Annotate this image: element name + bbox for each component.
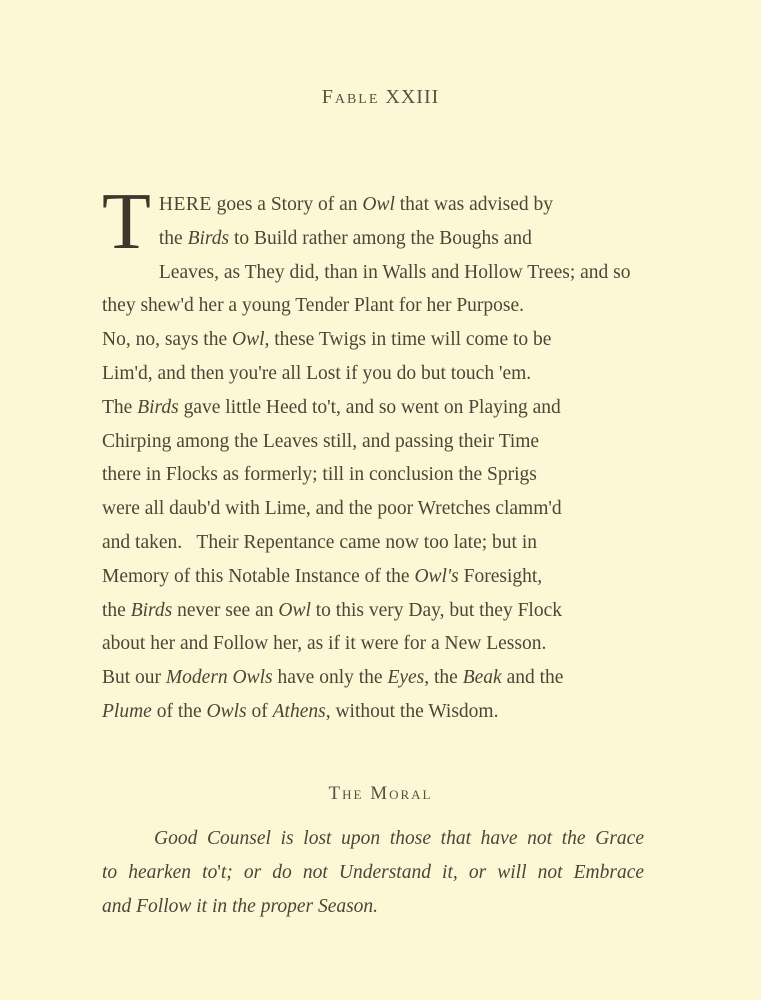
text-run: never see an (172, 599, 279, 621)
body-line: Chirping among the Leaves still, and passing their Time (102, 430, 540, 452)
body-line (102, 695, 644, 729)
fable-label: Fable (321, 86, 380, 108)
text-run: The (102, 396, 138, 418)
body-line (102, 661, 644, 695)
body-line (102, 391, 644, 425)
text-run: to Build rather among the Boughs and (229, 227, 532, 249)
italic-word: Owl (232, 329, 265, 351)
moral-line: and Follow it in the proper Season. (102, 896, 379, 917)
italic-word: Beak (462, 667, 502, 689)
italic-word: Plume (102, 700, 152, 722)
drop-cap: T (102, 178, 151, 266)
text-run: of (246, 700, 273, 722)
text-run: the (102, 599, 131, 621)
body-line: Lim'd, and then you're all Lost if you do but touch 'em. (102, 362, 532, 384)
text-run: to this very Day, but they Flock (310, 599, 562, 621)
moral-line: Good Counsel is lost upon those that have not the Grace (154, 828, 644, 849)
moral-heading: The Moral (328, 783, 433, 804)
italic-word: Birds (137, 396, 179, 418)
italic-word: Eyes (387, 667, 425, 689)
body-line (102, 323, 644, 357)
apostrophe: ' (217, 862, 221, 883)
text-run: , without the Wisdom. (325, 700, 499, 722)
text-run: t; or do not Understand it, or will not Embrace (220, 862, 645, 883)
text-run: gave little Heed to't, and so went on Playing and (178, 396, 561, 418)
italic-word: Owl (278, 599, 311, 621)
text-run: of the (151, 700, 207, 722)
body-line: there in Flocks as formerly; till in conclusion the Sprigs (102, 464, 537, 486)
body-line: Leaves, as They did, than in Walls and Hollow Trees; and so (158, 261, 631, 283)
body-line: and taken. Their Repentance came now too late; but in (102, 531, 537, 553)
text-run: , the (424, 667, 463, 689)
body-line: about her and Follow her, as if it were for a New Lesson. (102, 633, 547, 655)
italic-word: Birds (130, 599, 173, 621)
italic-word: Modern Owls (165, 667, 273, 689)
body-line (102, 594, 644, 628)
text-run: the (158, 227, 188, 249)
italic-word: Athens (272, 700, 326, 722)
body-line (102, 560, 644, 594)
italic-word: Owl (362, 194, 395, 215)
fable-number: XXIII (385, 86, 440, 108)
opening-caps: HERE (158, 194, 212, 215)
text-run: to hearken to (102, 862, 218, 883)
text-run: have only the (272, 667, 388, 689)
italic-word: Birds (187, 227, 230, 249)
text-run: and the (501, 667, 564, 689)
text-run: Foresight, (458, 565, 543, 587)
fable-body (102, 178, 644, 729)
moral-line (102, 856, 644, 890)
text-run: that was advised by (394, 194, 554, 215)
text-run: goes a Story of an (211, 194, 363, 215)
text-run: , these Twigs in time will come to be (264, 329, 552, 351)
body-line: they shew'd her a young Tender Plant for her Purpose. (102, 295, 525, 317)
italic-word: Owls (206, 700, 247, 722)
text-run: No, no, says the (102, 329, 232, 351)
text-run: But our (102, 667, 166, 689)
text-run: Memory of this Notable Instance of the (102, 565, 415, 587)
body-line (102, 222, 644, 256)
fable-title (0, 86, 761, 109)
italic-word: Owl's (414, 565, 459, 587)
body-line (102, 188, 644, 222)
body-line: were all daub'd with Lime, and the poor Wretches clamm'd (102, 498, 562, 520)
moral-text (102, 822, 644, 924)
